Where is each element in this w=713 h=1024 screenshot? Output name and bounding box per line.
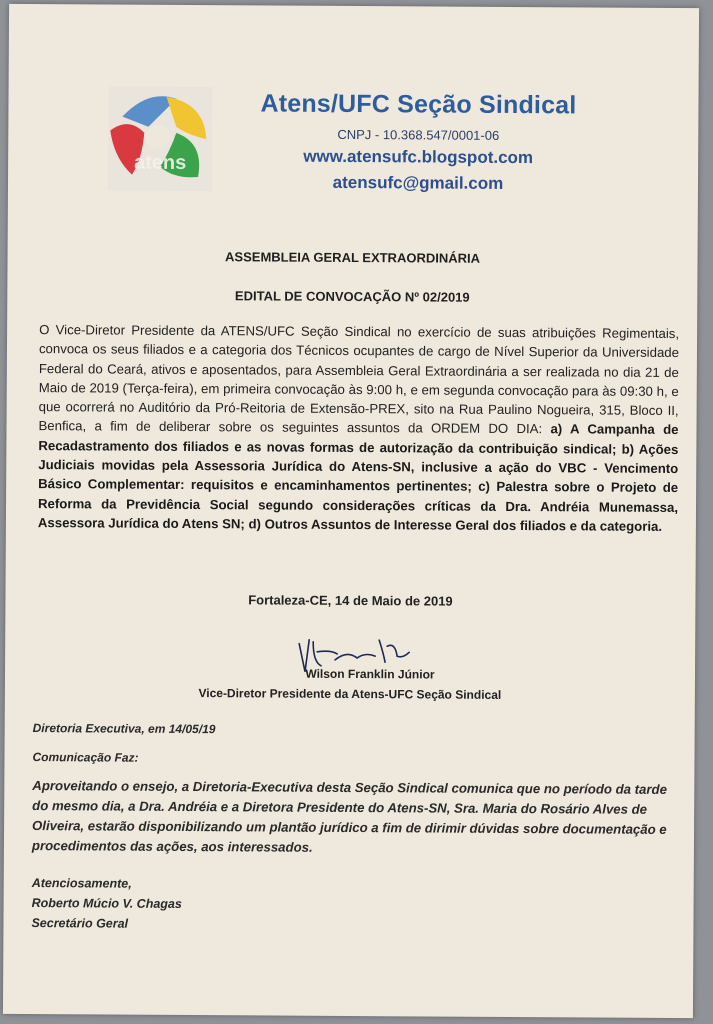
signer-title: Vice-Diretor Presidente da Atens-UFC Seção Sindical xyxy=(198,686,502,702)
secretary-name: Roberto Múcio V. Chagas xyxy=(31,896,182,911)
closing-block xyxy=(31,873,182,934)
directorate-date: Diretoria Executiva, em 14/05/19 xyxy=(32,721,216,737)
closing-salutation: Atenciosamente, xyxy=(31,876,132,891)
organization-name: Atens/UFC Seção Sindical xyxy=(260,89,577,120)
atens-logo xyxy=(108,87,213,192)
website-link: www.atensufc.blogspot.com xyxy=(303,146,534,168)
signer-name: Wilson Franklin Júnior xyxy=(305,666,435,682)
convocation-paragraph: O Vice-Diretor Presidente da ATENS/UFC Seção Sindical no exercício de suas atribuições Regimentais, convoca os seus filiados e a categoria dos Técnicos ocupantes de cargo de Nível Superior da Universidade Federal do Ceará, ativos e aposentados, para Assembleia Geral Extraordinária a ser realizada no dia 21 de Maio de 2019 (Terça-feira), em primeira convocação às 9:00 h, e em segunda convocação para às 09:30 h, e que ocorrerá no Auditório da Pró-Reitoria de Extensão-PREX, sito na Rua Paulino Nogueira, 315, Bloco II, Benfica, a fim de deliberar sobre os seguintes assuntos da ORDEM DO DIA: xyxy=(38,322,680,437)
cnpj-number: CNPJ - 10.368.547/0001-06 xyxy=(337,126,500,143)
notice-paragraph: Aproveitando o ensejo, a Diretoria-Executiva desta Seção Sindical comunica que no período da tarde do mesmo dia, a Dra. Andréia e a Diretora Presidente do Atens-SN, Sra. Maria do Rosário Alves de Oliveira, estarão disponibilizando um plantão jurídico a fim de dirimir dúvidas sobre documentação e procedimentos das ações, aos interessados. xyxy=(31,778,667,855)
convocation-text xyxy=(38,320,679,536)
place-and-date: Fortaleza-CE, 14 de Maio de 2019 xyxy=(248,592,453,609)
communication-label: Comunicação Faz: xyxy=(32,750,139,765)
edict-title: EDITAL DE CONVOCAÇÃO Nº 02/2019 xyxy=(234,288,470,305)
letterhead xyxy=(228,89,609,194)
secretary-role: Secretário Geral xyxy=(31,916,129,931)
document-page xyxy=(3,4,699,1018)
logo-wordmark: atens xyxy=(133,151,187,174)
agenda-items: a) A Campanha de Recadastramento dos filiados e as novas formas de autorização da contribuição sindical; b) Ações Judiciais movidas pela Assessoria Jurídica do Atens-SN, inclusive a ação do VBC - Vencimento Básico Complementar: requisitos e encaminhamentos pertinentes; c) Palestra sobre o Projeto de Reforma da Previdência Social segundo considerações críticas da Dra. Andréia Munemassa, Assessora Jurídica do Atens SN; d) Outros Assuntos de Interesse Geral dos filiados e da categoria. xyxy=(37,421,679,534)
email-address: atensufc@gmail.com xyxy=(332,172,504,193)
assembly-title: ASSEMBLEIA GERAL EXTRAORDINÁRIA xyxy=(225,249,481,266)
